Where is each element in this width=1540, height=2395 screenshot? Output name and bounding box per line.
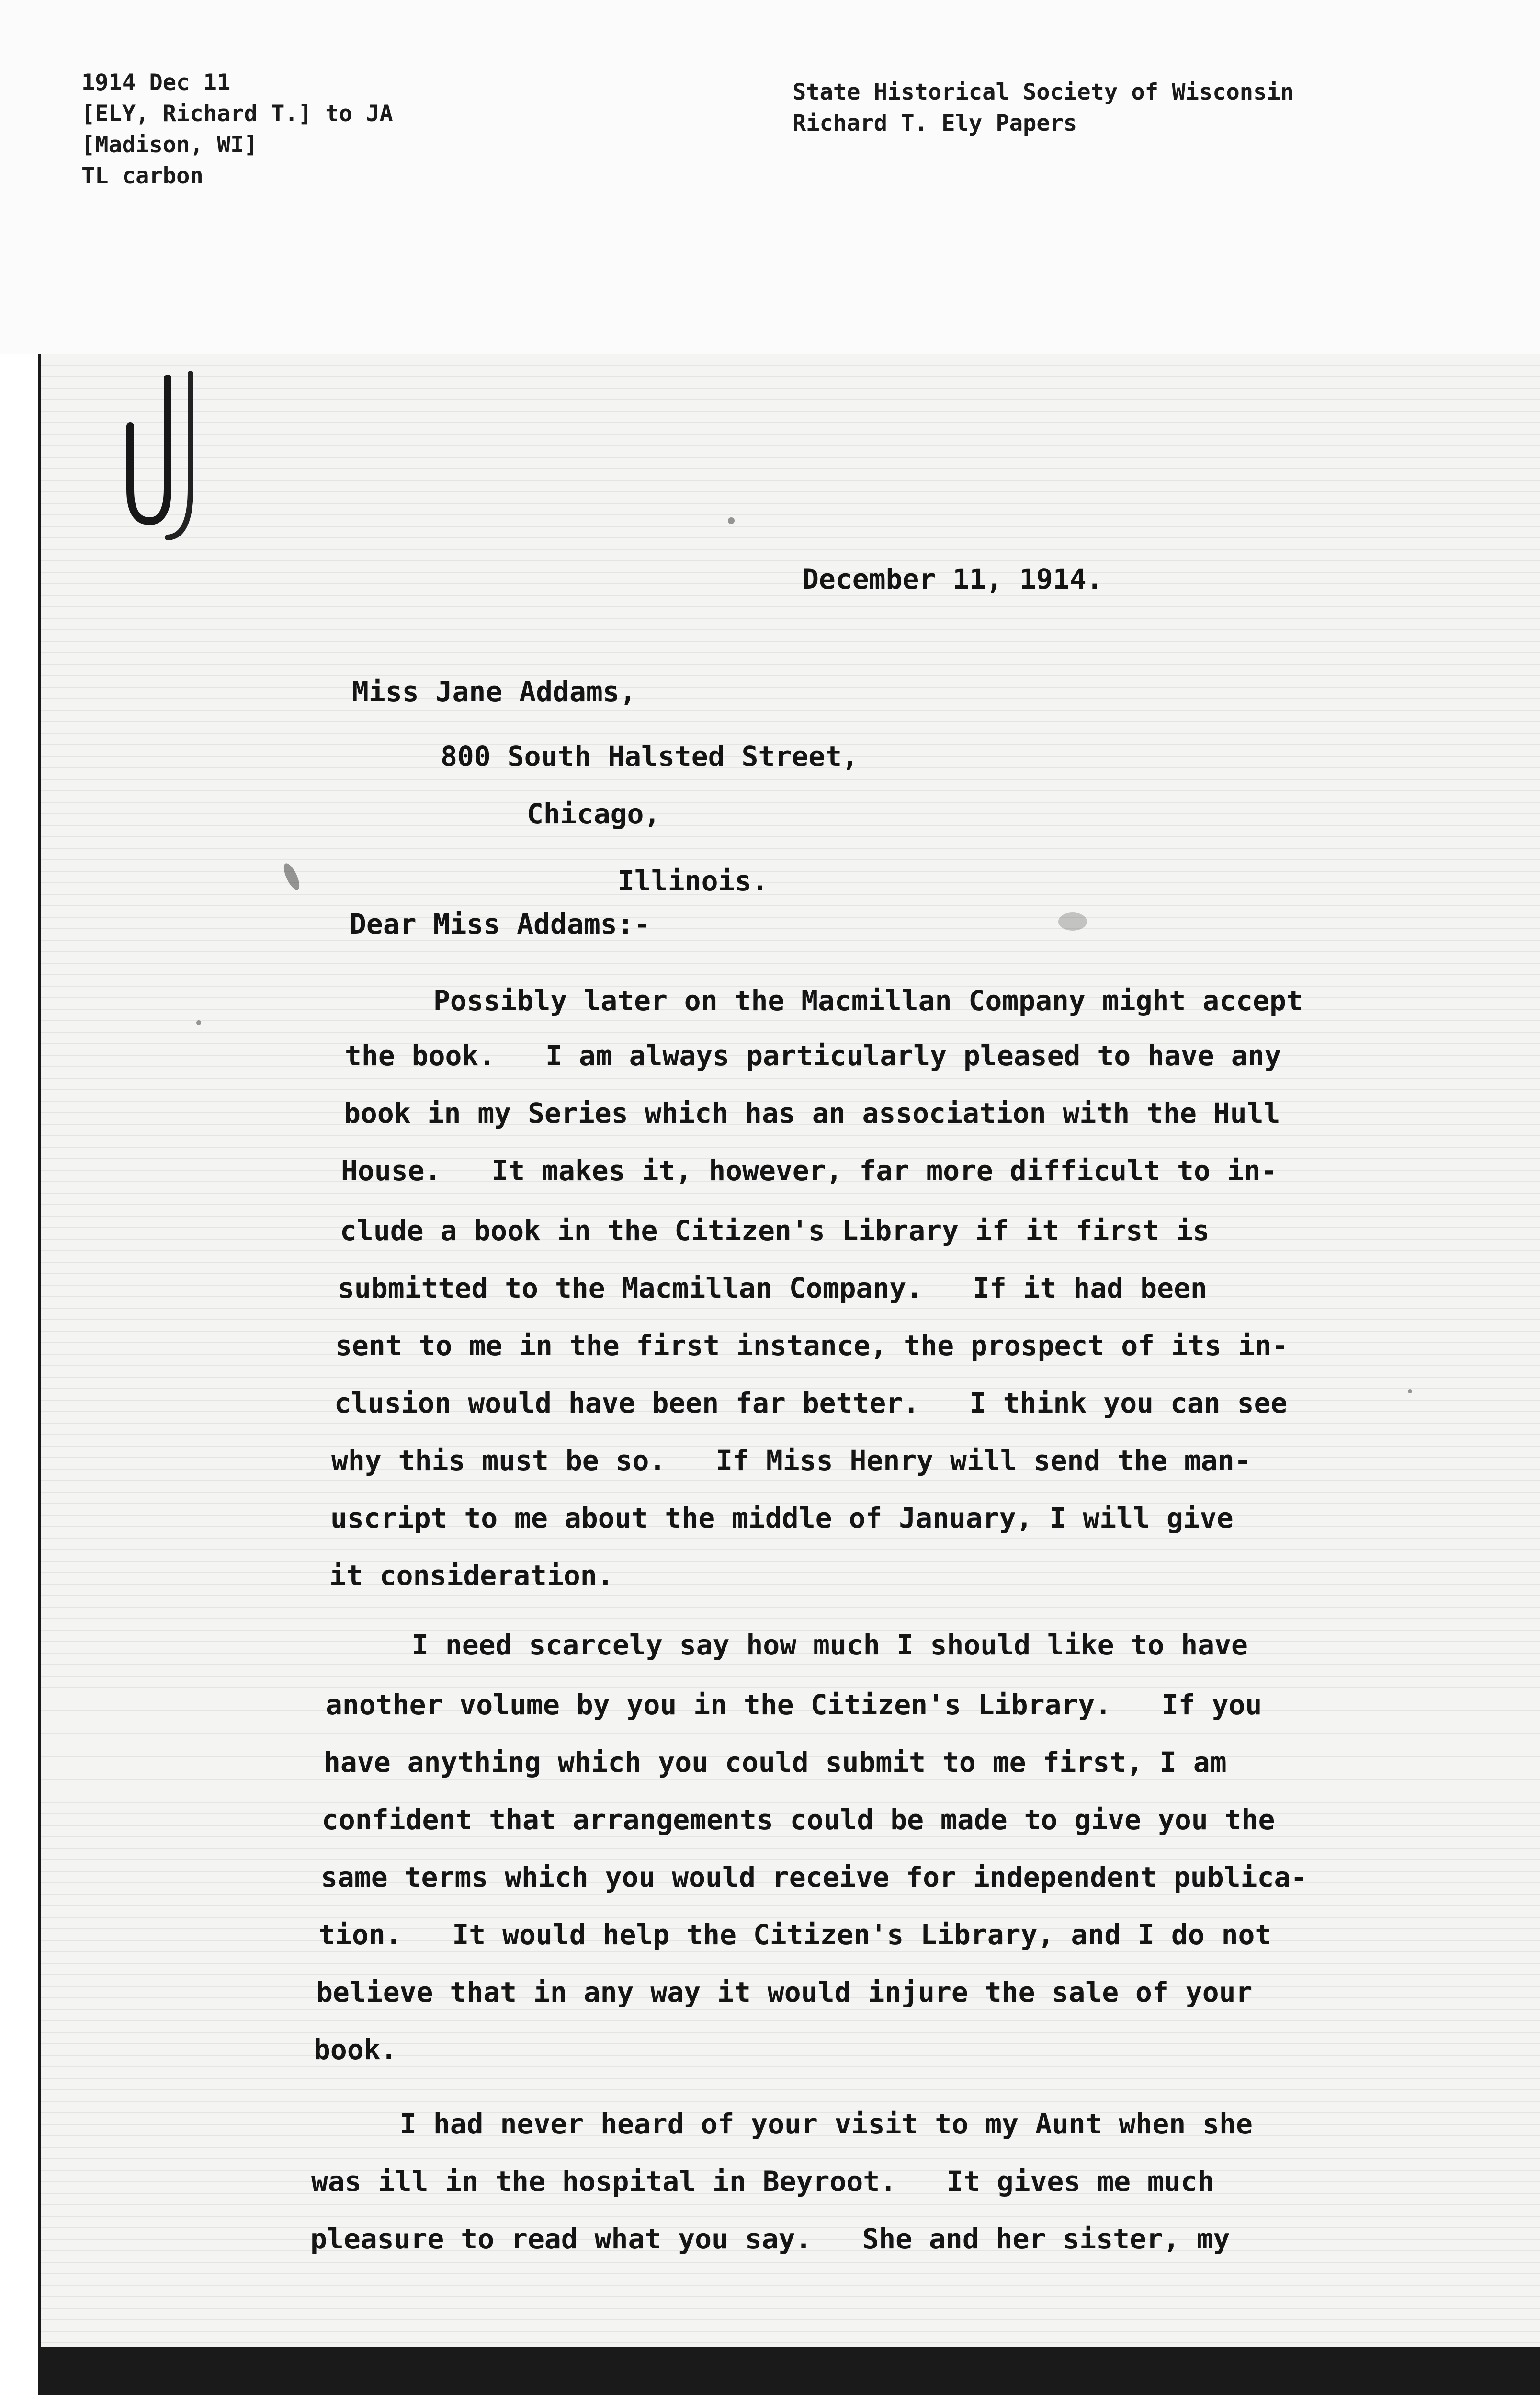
catalog-date: 1914 Dec 11 — [81, 69, 231, 96]
archive-header — [0, 0, 1540, 354]
body-line: it consideration. — [329, 1559, 614, 1592]
body-line: pleasure to read what you say. She and her sister, my — [310, 2223, 1230, 2255]
paperclip-mark — [124, 369, 205, 556]
scan-bottom-edge — [38, 2347, 1540, 2395]
repository-institution: State Historical Society of Wisconsin — [793, 79, 1294, 105]
repository-collection: Richard T. Ely Papers — [793, 110, 1077, 137]
body-line: submitted to the Macmillan Company. If it had been — [338, 1272, 1207, 1304]
recipient-street: 800 South Halsted Street, — [441, 740, 859, 773]
body-line: I had never heard of your visit to my Aunt when she — [400, 2108, 1253, 2140]
body-line: book. — [314, 2033, 397, 2066]
body-line: sent to me in the first instance, the prospect of its in- — [335, 1329, 1289, 1362]
ink-speck — [1408, 1389, 1412, 1393]
catalog-correspondents: [ELY, Richard T.] to JA — [81, 101, 393, 127]
letter-date: December 11, 1914. — [802, 563, 1103, 595]
body-line: was ill in the hospital in Beyroot. It gives me much — [311, 2165, 1214, 2198]
body-line: clusion would have been far better. I think you can see — [334, 1387, 1288, 1419]
body-line: I need scarcely say how much I should like to have — [412, 1629, 1248, 1661]
catalog-format: TL carbon — [81, 163, 204, 189]
body-line: tion. It would help the Citizen's Library, and I do not — [318, 1918, 1272, 1951]
body-line: same terms which you would receive for independent publica- — [321, 1861, 1308, 1893]
body-line: have anything which you could submit to me first, I am — [324, 1746, 1227, 1779]
catalog-metadata — [81, 67, 393, 192]
ink-speck — [196, 1020, 201, 1025]
body-line: Possibly later on the Macmillan Company might accept — [433, 984, 1303, 1017]
recipient-name: Miss Jane Addams, — [352, 675, 636, 708]
body-line: House. It makes it, however, far more difficult to in- — [341, 1154, 1278, 1187]
body-line: the book. I am always particularly pleased to have any — [345, 1039, 1281, 1072]
catalog-place: [Madison, WI] — [81, 132, 258, 158]
body-line: why this must be so. If Miss Henry will send the man- — [331, 1444, 1251, 1477]
ink-speck — [1058, 912, 1087, 931]
body-line: believe that in any way it would injure the sale of your — [316, 1976, 1253, 2008]
body-line: uscript to me about the middle of January, I will give — [330, 1502, 1234, 1534]
salutation: Dear Miss Addams:- — [350, 908, 651, 940]
letter-sheet — [38, 354, 1540, 2395]
recipient-city: Chicago, — [527, 798, 661, 830]
ink-speck — [728, 517, 735, 524]
repository-info — [793, 77, 1294, 139]
body-line: book in my Series which has an association with the Hull — [344, 1097, 1280, 1129]
body-line: confident that arrangements could be made to give you the — [322, 1803, 1275, 1836]
recipient-state: Illinois. — [618, 865, 769, 897]
body-line: another volume by you in the Citizen's Library. If you — [326, 1688, 1262, 1721]
body-line: clude a book in the Citizen's Library if it first is — [340, 1214, 1210, 1247]
